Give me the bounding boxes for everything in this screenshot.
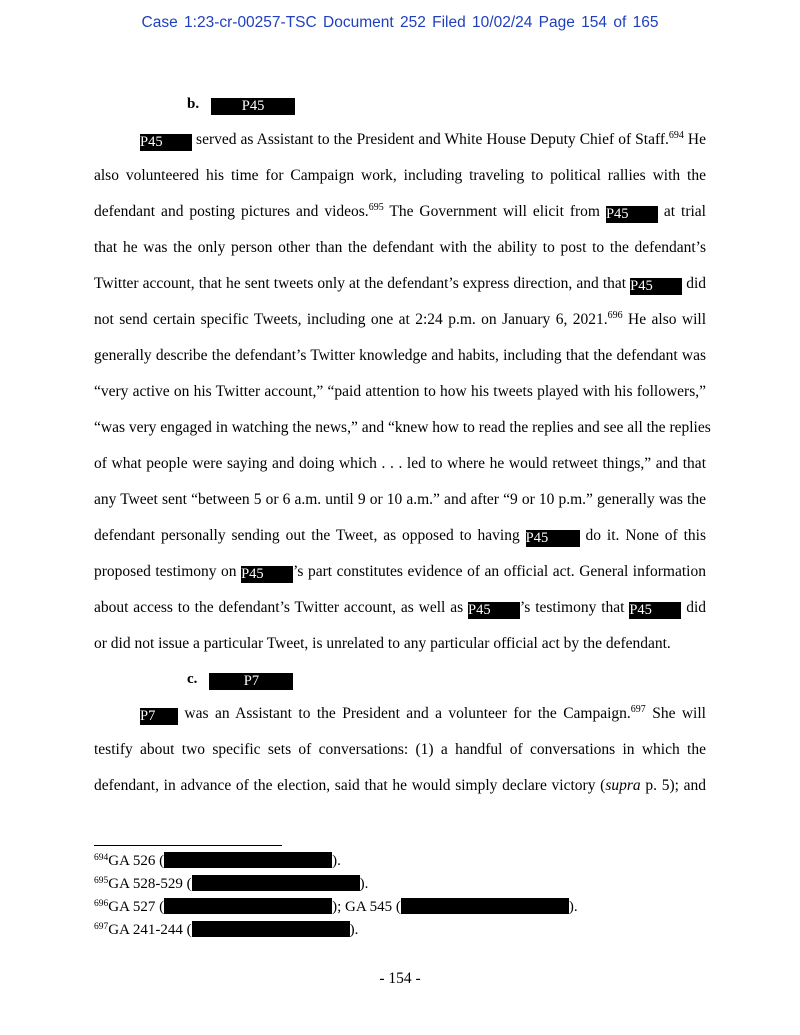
case-header: Case 1:23-cr-00257-TSC Document 252 Filed 10/02/24 Page 154 of 165: [141, 14, 659, 31]
text-line: defendant personally sending out the Tweet, as opposed to having P45 do it. None of this: [94, 527, 706, 546]
redaction-box: [401, 898, 569, 914]
section-b-label: b.: [187, 96, 200, 112]
footnote-696: $^{696}$GA 527 ( ); GA 545 ( ).: [94, 899, 578, 915]
footnote-ref: 697: [630, 704, 646, 715]
paragraph-p7: [94, 696, 706, 804]
text-line: any Tweet sent “between 5 or 6 a.m. until 9 or 10 a.m.” and after “9 or 10 p.m.” generally was the: [94, 491, 706, 508]
text-line: Twitter account, that he sent tweets only at the defendant’s express direction, and that P45 did: [94, 275, 706, 294]
footnote-ref: 696: [607, 310, 623, 321]
footnote-divider: [94, 845, 282, 846]
redaction-box: P45: [630, 278, 682, 295]
text-line: generally describe the defendant’s Twitter knowledge and habits, including that the defendant was: [94, 347, 706, 364]
section-c-heading: [187, 671, 293, 690]
paragraph-p45: [94, 122, 711, 662]
text-line: of what people were saying and doing which . . . led to where he would retweet things,” and that: [94, 455, 706, 472]
redaction-box: P7: [209, 673, 293, 690]
text-line: testify about two specific sets of conversations: (1) a handful of conversations in which the: [94, 741, 706, 758]
text-line: defendant, in advance of the election, said that he would simply declare victory (supra p. 5); and: [94, 777, 706, 794]
text-line: that he was the only person other than the defendant with the ability to post to the defendant’s: [94, 239, 706, 256]
redaction-box: [192, 921, 350, 937]
redaction-box: P45: [211, 98, 295, 115]
redaction-box: P45: [526, 530, 580, 547]
text-line: or did not issue a particular Tweet, is unrelated to any particular official act by the defendant.: [94, 635, 671, 652]
text-line: also volunteered his time for Campaign work, including traveling to political rallies with the: [94, 167, 706, 184]
section-b-heading: [187, 96, 295, 115]
redaction-box: [164, 852, 332, 868]
redaction-box: P45: [468, 602, 520, 619]
redaction-box: [164, 898, 332, 914]
text-line: defendant and posting pictures and videos.$^{695}$ The Government will elicit from P45 at trial: [94, 202, 706, 222]
footnote-694: $^{694}$GA 526 ( ).: [94, 853, 341, 869]
text-line: P7 was an Assistant to the President and a volunteer for the Campaign.$^{697}$ She will: [140, 704, 706, 724]
text-line: P45 served as Assistant to the President and White House Deputy Chief of Staff.$^{694}$ He: [140, 130, 706, 150]
section-c-label: c.: [187, 671, 198, 687]
footnote-697: $^{697}$GA 241-244 ( ).: [94, 922, 359, 938]
text-line: “was very engaged in watching the news,” and “knew how to read the replies and see all the replies: [94, 419, 711, 436]
footnote-ref: 695: [368, 202, 384, 213]
redaction-box: P45: [629, 602, 681, 619]
redaction-box: [192, 875, 360, 891]
redaction-box: P45: [606, 206, 658, 223]
text-line: not send certain specific Tweets, including one at 2:24 p.m. on January 6, 2021.$^{696}$ He also will: [94, 310, 707, 328]
text-line: “very active on his Twitter account,” “paid attention to how his tweets played with his followers,”: [94, 383, 706, 400]
page-number: - 154 -: [379, 970, 421, 987]
footnote-695: $^{695}$GA 528-529 ( ).: [94, 876, 369, 892]
text-line: about access to the defendant’s Twitter account, as well as P45 ’s testimony that P45 did: [94, 599, 707, 618]
redaction-box: P45: [140, 134, 192, 151]
redaction-box: P7: [140, 708, 178, 725]
redaction-box: P45: [241, 566, 293, 583]
text-line: proposed testimony on P45 ’s part constitutes evidence of an official act. General information: [94, 563, 706, 582]
footnote-ref: 694: [668, 130, 684, 141]
